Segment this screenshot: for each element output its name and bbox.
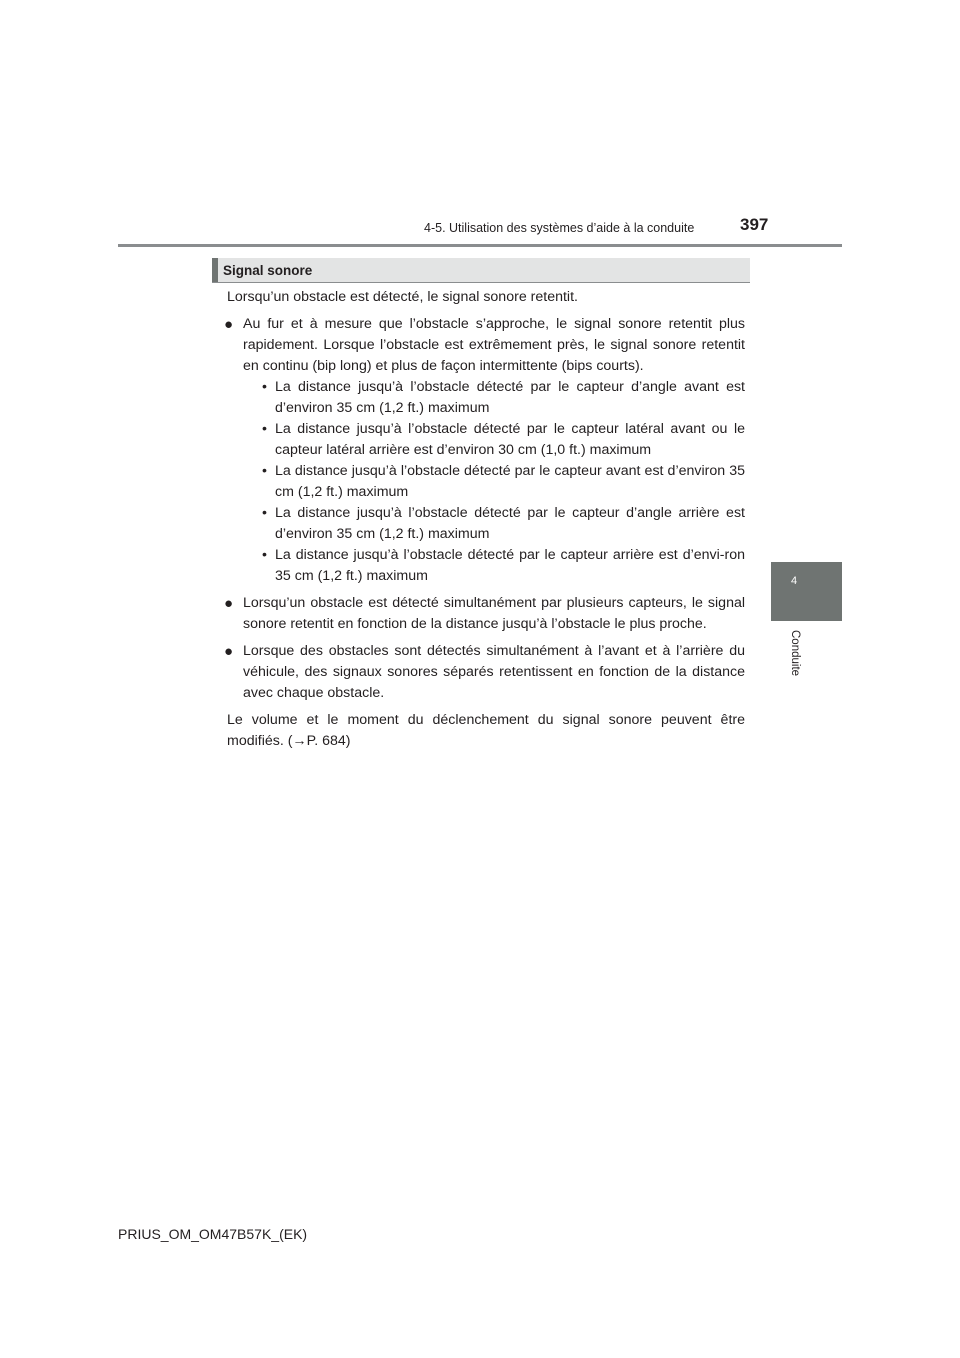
chapter-tab-number: 4 — [790, 575, 798, 587]
bullet-item — [224, 593, 745, 635]
section-heading: Signal sonore — [223, 263, 313, 278]
sub-item-text: La distance jusqu’à l’obstacle détecté par le capteur d’angle avant est d’environ 35 cm (1,2 ft.) maximum — [275, 379, 745, 416]
sub-item — [259, 461, 745, 503]
intro-paragraph: Lorsqu’un obstacle est détecté, le signal sonore retentit. — [227, 289, 578, 305]
bullet-marker: ● — [224, 643, 234, 660]
sub-item — [259, 545, 745, 587]
bullet-marker: ● — [224, 595, 234, 612]
bullet-marker: ● — [224, 316, 234, 333]
document-id: PRIUS_OM_OM47B57K_(EK) — [118, 1226, 308, 1242]
chapter-tab-label: Conduite — [789, 630, 801, 677]
sub-item — [259, 377, 745, 419]
header-divider — [118, 244, 842, 247]
body-text — [224, 287, 745, 752]
header-section-title: 4-5. Utilisation des systèmes d’aide à la conduite — [424, 221, 695, 235]
section-heading-accent — [212, 258, 218, 282]
sub-bullet-marker: • — [262, 505, 267, 521]
bullet-text: Au fur et à mesure que l’obstacle s’approche, le signal sonore retentit plus rapidement. Lorsque l’obstacle est extrêmement près, le signal sonore retentit en continu (bip long) et plus de façon intermittente (bips courts). — [243, 316, 745, 374]
bullet-item — [224, 641, 745, 704]
sub-bullet-marker: • — [262, 547, 267, 563]
sub-bullet-marker: • — [262, 463, 267, 479]
sub-item-text: La distance jusqu’à l’obstacle détecté par le capteur avant est d’environ 35 cm (1,2 ft.) maximum — [275, 463, 745, 500]
chapter-tab — [771, 562, 842, 621]
bullet-item — [224, 314, 745, 587]
closing-paragraph: Le volume et le moment du déclenchement du signal sonore peuvent être modifiés. (→P. 684) — [227, 712, 745, 749]
sub-item-text: La distance jusqu’à l’obstacle détecté par le capteur arrière est d’envi-ron 35 cm (1,2 ft.) maximum — [275, 547, 745, 584]
bullet-text: Lorsque des obstacles sont détectés simultanément à l’avant et à l’arrière du véhicule, des signaux sonores séparés retentissent en fonction de la distance avec chaque obstacle. — [243, 643, 745, 701]
sub-item-text: La distance jusqu’à l’obstacle détecté par le capteur latéral avant ou le capteur latéral arrière est d’environ 30 cm (1,0 ft.) maximum — [275, 421, 745, 458]
bullet-text: Lorsqu’un obstacle est détecté simultanément par plusieurs capteurs, le signal sonore retentit en fonction de la distance jusqu’à l’obstacle le plus proche. — [243, 595, 745, 632]
sub-item-text: La distance jusqu’à l’obstacle détecté par le capteur d’angle arrière est d’environ 35 cm (1,2 ft.) maximum — [275, 505, 745, 542]
page-number: 397 — [740, 215, 769, 234]
sub-item — [259, 503, 745, 545]
sub-bullet-marker: • — [262, 421, 267, 437]
sub-item — [259, 419, 745, 461]
sub-bullet-marker: • — [262, 379, 267, 395]
